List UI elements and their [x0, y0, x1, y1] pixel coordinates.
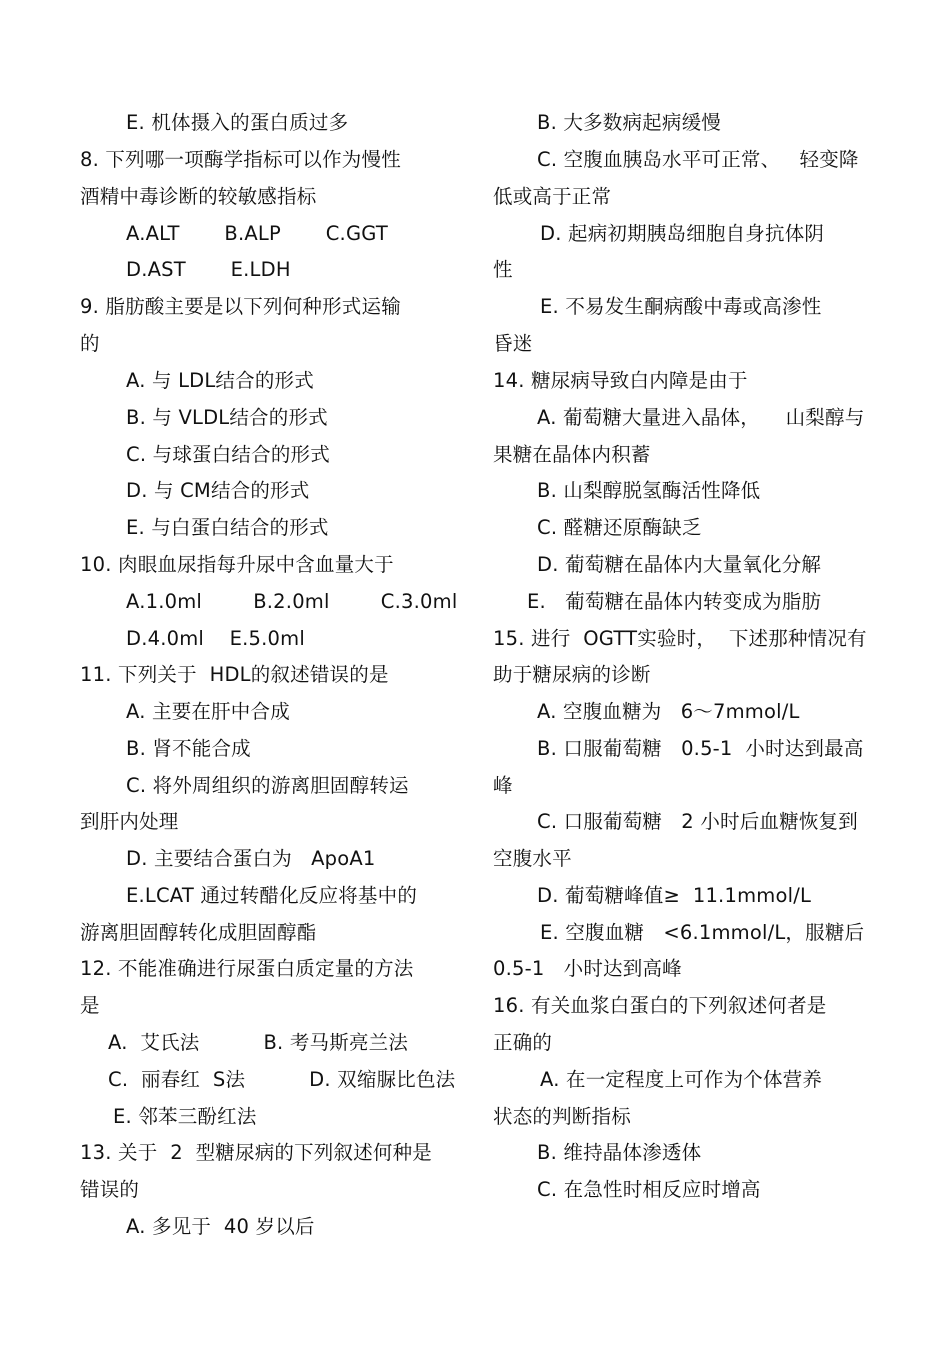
right-line-20: C. 口服葡萄糖 2 小时后血糖恢复到 [537, 810, 858, 833]
left-line-14: A.1.0ml B.2.0ml C.3.0ml [126, 590, 458, 613]
left-line-20: 到肝内处理 [80, 810, 179, 833]
left-line-16: 11. 下列关于 HDL的叙述错误的是 [80, 663, 389, 686]
left-line-8: A. 与 LDL结合的形式 [126, 369, 314, 392]
right-line-17: A. 空腹血糖为 6～7mmol/L [537, 700, 800, 723]
right-line-21: 空腹水平 [493, 847, 572, 870]
right-line-26: 正确的 [493, 1031, 553, 1054]
left-line-30: 错误的 [80, 1178, 140, 1201]
right-line-15: 15. 进行 OGTT实验时， 下述那种情况有 [493, 627, 867, 650]
right-line-11: B. 山梨醇脱氢酶活性降低 [537, 479, 761, 502]
left-line-11: D. 与 CM结合的形式 [126, 479, 310, 502]
right-line-23: E. 空腹血糖 <6.1mmol/L，服糖后 [540, 921, 865, 944]
left-line-9: B. 与 VLDL结合的形式 [126, 406, 328, 429]
left-line-17: A. 主要在肝中合成 [126, 700, 290, 723]
left-line-25: 是 [80, 994, 100, 1017]
right-line-24: 0.5-1 小时达到高峰 [493, 957, 682, 980]
left-line-19: C. 将外周组织的游离胆固醇转运 [126, 774, 409, 797]
right-line-6: E. 不易发生酮病酸中毒或高渗性 [540, 295, 822, 318]
left-line-6: 9. 脂肪酸主要是以下列何种形式运输 [80, 295, 401, 318]
right-line-10: 果糖在晶体内积蓄 [493, 443, 651, 466]
left-line-12: E. 与白蛋白结合的形式 [126, 516, 329, 539]
right-line-7: 昏迷 [493, 332, 533, 355]
right-line-4: D. 起病初期胰岛细胞自身抗体阴 [540, 222, 825, 245]
left-line-28: E. 邻苯三酚红法 [113, 1105, 257, 1128]
right-line-8: 14. 糖尿病导致白内障是由于 [493, 369, 748, 392]
left-line-24: 12. 不能准确进行尿蛋白质定量的方法 [80, 957, 414, 980]
right-line-5: 性 [493, 258, 513, 281]
left-line-15: D.4.0ml E.5.0ml [126, 627, 305, 650]
left-line-2: 8. 下列哪一项酶学指标可以作为慢性 [80, 148, 401, 171]
right-line-19: 峰 [493, 774, 513, 797]
left-line-1: E. 机体摄入的蛋白质过多 [126, 111, 349, 134]
right-line-9: A. 葡萄糖大量进入晶体， 山梨醇与 [537, 406, 865, 429]
left-line-10: C. 与球蛋白结合的形式 [126, 443, 330, 466]
right-line-25: 16. 有关血浆白蛋白的下列叙述何者是 [493, 994, 827, 1017]
left-line-7: 的 [80, 332, 100, 355]
left-line-29: 13. 关于 2 型糖尿病的下列叙述何种是 [80, 1141, 433, 1164]
right-line-27: A. 在一定程度上可作为个体营养 [540, 1068, 823, 1091]
left-line-13: 10. 肉眼血尿指每升尿中含血量大于 [80, 553, 394, 576]
right-line-22: D. 葡萄糖峰值≥ 11.1mmol/L [537, 884, 812, 907]
right-line-3: 低或高于正常 [493, 185, 612, 208]
left-line-21: D. 主要结合蛋白为 ApoA1 [126, 847, 376, 870]
right-line-28: 状态的判断指标 [493, 1105, 631, 1128]
right-line-14: E. 葡萄糖在晶体内转变成为脂肪 [527, 590, 822, 613]
right-line-1: B. 大多数病起病缓慢 [537, 111, 721, 134]
left-line-26: A. 艾氏法 B. 考马斯亮兰法 [108, 1031, 409, 1054]
left-line-27: C. 丽春红 S法 D. 双缩脲比色法 [108, 1068, 456, 1091]
right-line-16: 助于糖尿病的诊断 [493, 663, 651, 686]
left-line-3: 酒精中毒诊断的较敏感指标 [80, 185, 317, 208]
left-line-22: E.LCAT 通过转醋化反应将基中的 [126, 884, 418, 907]
right-line-13: D. 葡萄糖在晶体内大量氧化分解 [537, 553, 822, 576]
right-line-30: C. 在急性时相反应时增高 [537, 1178, 761, 1201]
right-line-12: C. 醛糖还原酶缺乏 [537, 516, 702, 539]
left-line-5: D.AST E.LDH [126, 258, 291, 281]
left-line-4: A.ALT B.ALP C.GGT [126, 222, 388, 245]
left-line-23: 游离胆固醇转化成胆固醇酯 [80, 921, 317, 944]
right-line-2: C. 空腹血胰岛水平可正常、 轻变降 [537, 148, 859, 171]
left-line-18: B. 肾不能合成 [126, 737, 251, 760]
right-line-18: B. 口服葡萄糖 0.5-1 小时达到最高 [537, 737, 864, 760]
left-line-31: A. 多见于 40 岁以后 [126, 1215, 315, 1238]
right-line-29: B. 维持晶体渗透体 [537, 1141, 702, 1164]
